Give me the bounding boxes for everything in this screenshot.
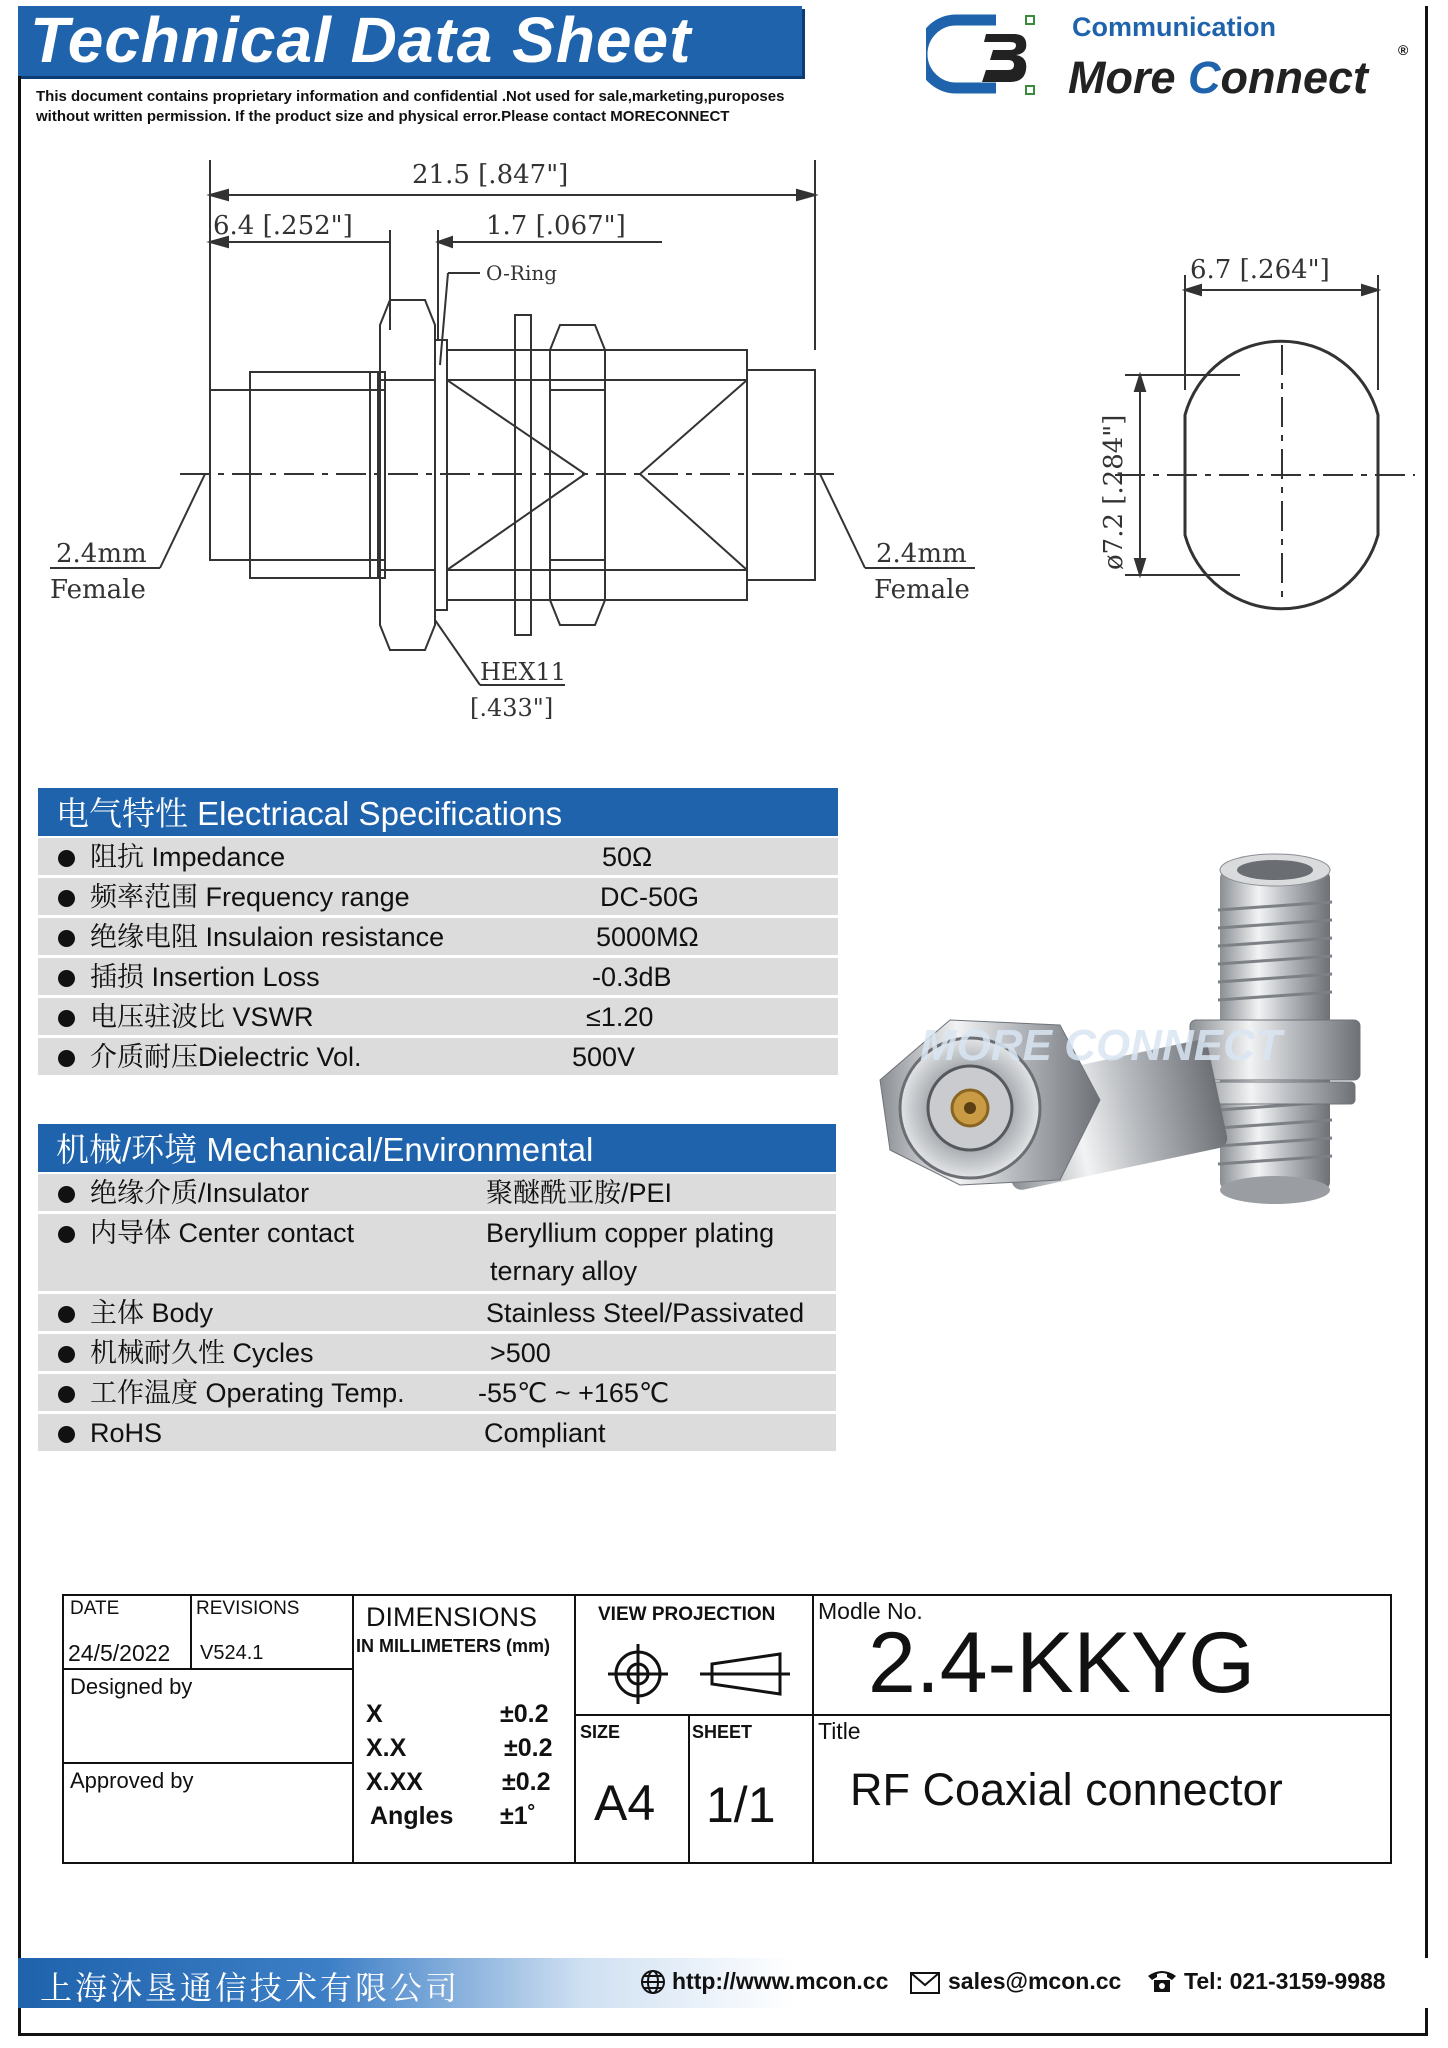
model-number-label: Modle No. — [818, 1598, 923, 1624]
size-value: A4 — [594, 1775, 656, 1831]
confidentiality-notice-line2: without written permission. If the product size and physical error.Please contact MORECONNECT — [36, 108, 730, 125]
tolerance-value: ±0.2 — [504, 1734, 553, 1762]
connector-front-view-drawing — [40, 150, 1000, 730]
electrical-row: 频率范围 Frequency range DC-50G — [38, 878, 838, 918]
electrical-row: 电压驻波比 VSWR ≤1.20 — [38, 998, 838, 1038]
oring-callout: O-Ring — [486, 261, 558, 285]
company-logo-icon — [926, 12, 1038, 96]
mechanical-row: RoHS Compliant — [38, 1414, 836, 1454]
designed-by-label: Designed by — [70, 1674, 193, 1699]
left-end-type: Female — [50, 575, 146, 605]
title-label: Title — [818, 1718, 861, 1744]
mechanical-row: 内导体 Center contact Beryllium copper plating ternary alloy — [38, 1214, 836, 1294]
mechanical-specs-table — [38, 1174, 836, 1454]
tolerance-value: ±0.2 — [502, 1768, 551, 1796]
sheet-label: SHEET — [692, 1722, 753, 1742]
registered-mark: ® — [1398, 42, 1409, 58]
right-end-size: 2.4mm — [876, 539, 967, 569]
left-end-size: 2.4mm — [56, 539, 147, 569]
right-end-type: Female — [874, 575, 970, 605]
email-icon — [910, 1972, 940, 1994]
confidentiality-notice-line1: This document contains proprietary information and confidential .Not used for sale,marketing,puroposes — [36, 88, 785, 105]
date-value: 24/5/2022 — [68, 1640, 171, 1666]
tolerance-key: X.X — [366, 1734, 407, 1762]
mechanical-row: 绝缘介质/Insulator 聚醚酰亚胺/PEI — [38, 1174, 836, 1214]
model-number: 2.4-KKYG — [868, 1615, 1256, 1711]
approved-by-label: Approved by — [70, 1768, 194, 1793]
globe-icon — [640, 1969, 666, 1995]
drawing-title-block — [62, 1594, 1392, 1864]
connector-side-view-drawing — [1060, 240, 1440, 620]
tolerance-key: Angles — [370, 1802, 454, 1830]
website-link[interactable]: http://www.mcon.cc — [672, 1968, 889, 1994]
phone-icon — [1146, 1968, 1178, 1994]
mechanical-specs-heading: 机械/环境 Mechanical/Environmental — [38, 1124, 836, 1172]
tolerance-key: X — [366, 1700, 383, 1728]
logo-brand-name: More Connect — [1068, 52, 1369, 103]
side-width-dim: 6.7 [.264"] — [1190, 255, 1330, 285]
tolerance-key: X.XX — [366, 1768, 423, 1796]
mechanical-row: 工作温度 Operating Temp. -55℃ ~ +165℃ — [38, 1374, 836, 1414]
page-title: Technical Data Sheet — [30, 4, 692, 76]
photo-watermark: MORE CONNECT — [920, 1021, 1282, 1070]
dim-overall-length: 21.5 [.847"] — [412, 160, 569, 190]
units-label: IN MILLIMETERS (mm) — [356, 1636, 550, 1656]
dimensions-label: DIMENSIONS — [366, 1602, 538, 1632]
mechanical-row: 主体 Body Stainless Steel/Passivated — [38, 1294, 836, 1334]
date-label: DATE — [70, 1598, 120, 1619]
hex-size-label: HEX11 — [480, 658, 567, 686]
tolerance-value: ±1˚ — [500, 1802, 536, 1830]
revisions-value: V524.1 — [200, 1642, 264, 1664]
mechanical-row: 机械耐久性 Cycles >500 — [38, 1334, 836, 1374]
electrical-row: 阻抗 Impedance 50Ω — [38, 838, 838, 878]
product-photo — [860, 850, 1420, 1310]
size-label: SIZE — [580, 1722, 621, 1742]
revisions-label: REVISIONS — [196, 1598, 300, 1619]
telephone-number: Tel: 021-3159-9988 — [1184, 1968, 1386, 1994]
company-name: 上海沐垦通信技术有限公司 — [40, 1969, 461, 2007]
email-link[interactable]: sales@mcon.cc — [948, 1968, 1122, 1994]
third-angle-projection-icon — [604, 1642, 794, 1706]
hex-size-inch: [.433"] — [470, 694, 554, 722]
tolerance-value: ±0.2 — [500, 1700, 549, 1728]
electrical-specs-heading: 电气特性 Electriacal Specifications — [38, 788, 838, 836]
sheet-value: 1/1 — [706, 1777, 776, 1833]
dim-left-length: 6.4 [.252"] — [213, 211, 353, 241]
electrical-row: 绝缘电阻 Insulaion resistance 5000MΩ — [38, 918, 838, 958]
product-title: RF Coaxial connector — [850, 1764, 1283, 1815]
electrical-row: 插损 Insertion Loss -0.3dB — [38, 958, 838, 998]
electrical-row: 介质耐压Dielectric Vol. 500V — [38, 1038, 838, 1078]
electrical-specs-table — [38, 838, 838, 1078]
side-diameter-dim: ø7.2 [.284"] — [1099, 414, 1129, 570]
logo-tagline: Communication — [1072, 12, 1277, 42]
view-projection-label: VIEW PROJECTION — [598, 1604, 776, 1625]
dim-ring-thickness: 1.7 [.067"] — [486, 211, 626, 241]
